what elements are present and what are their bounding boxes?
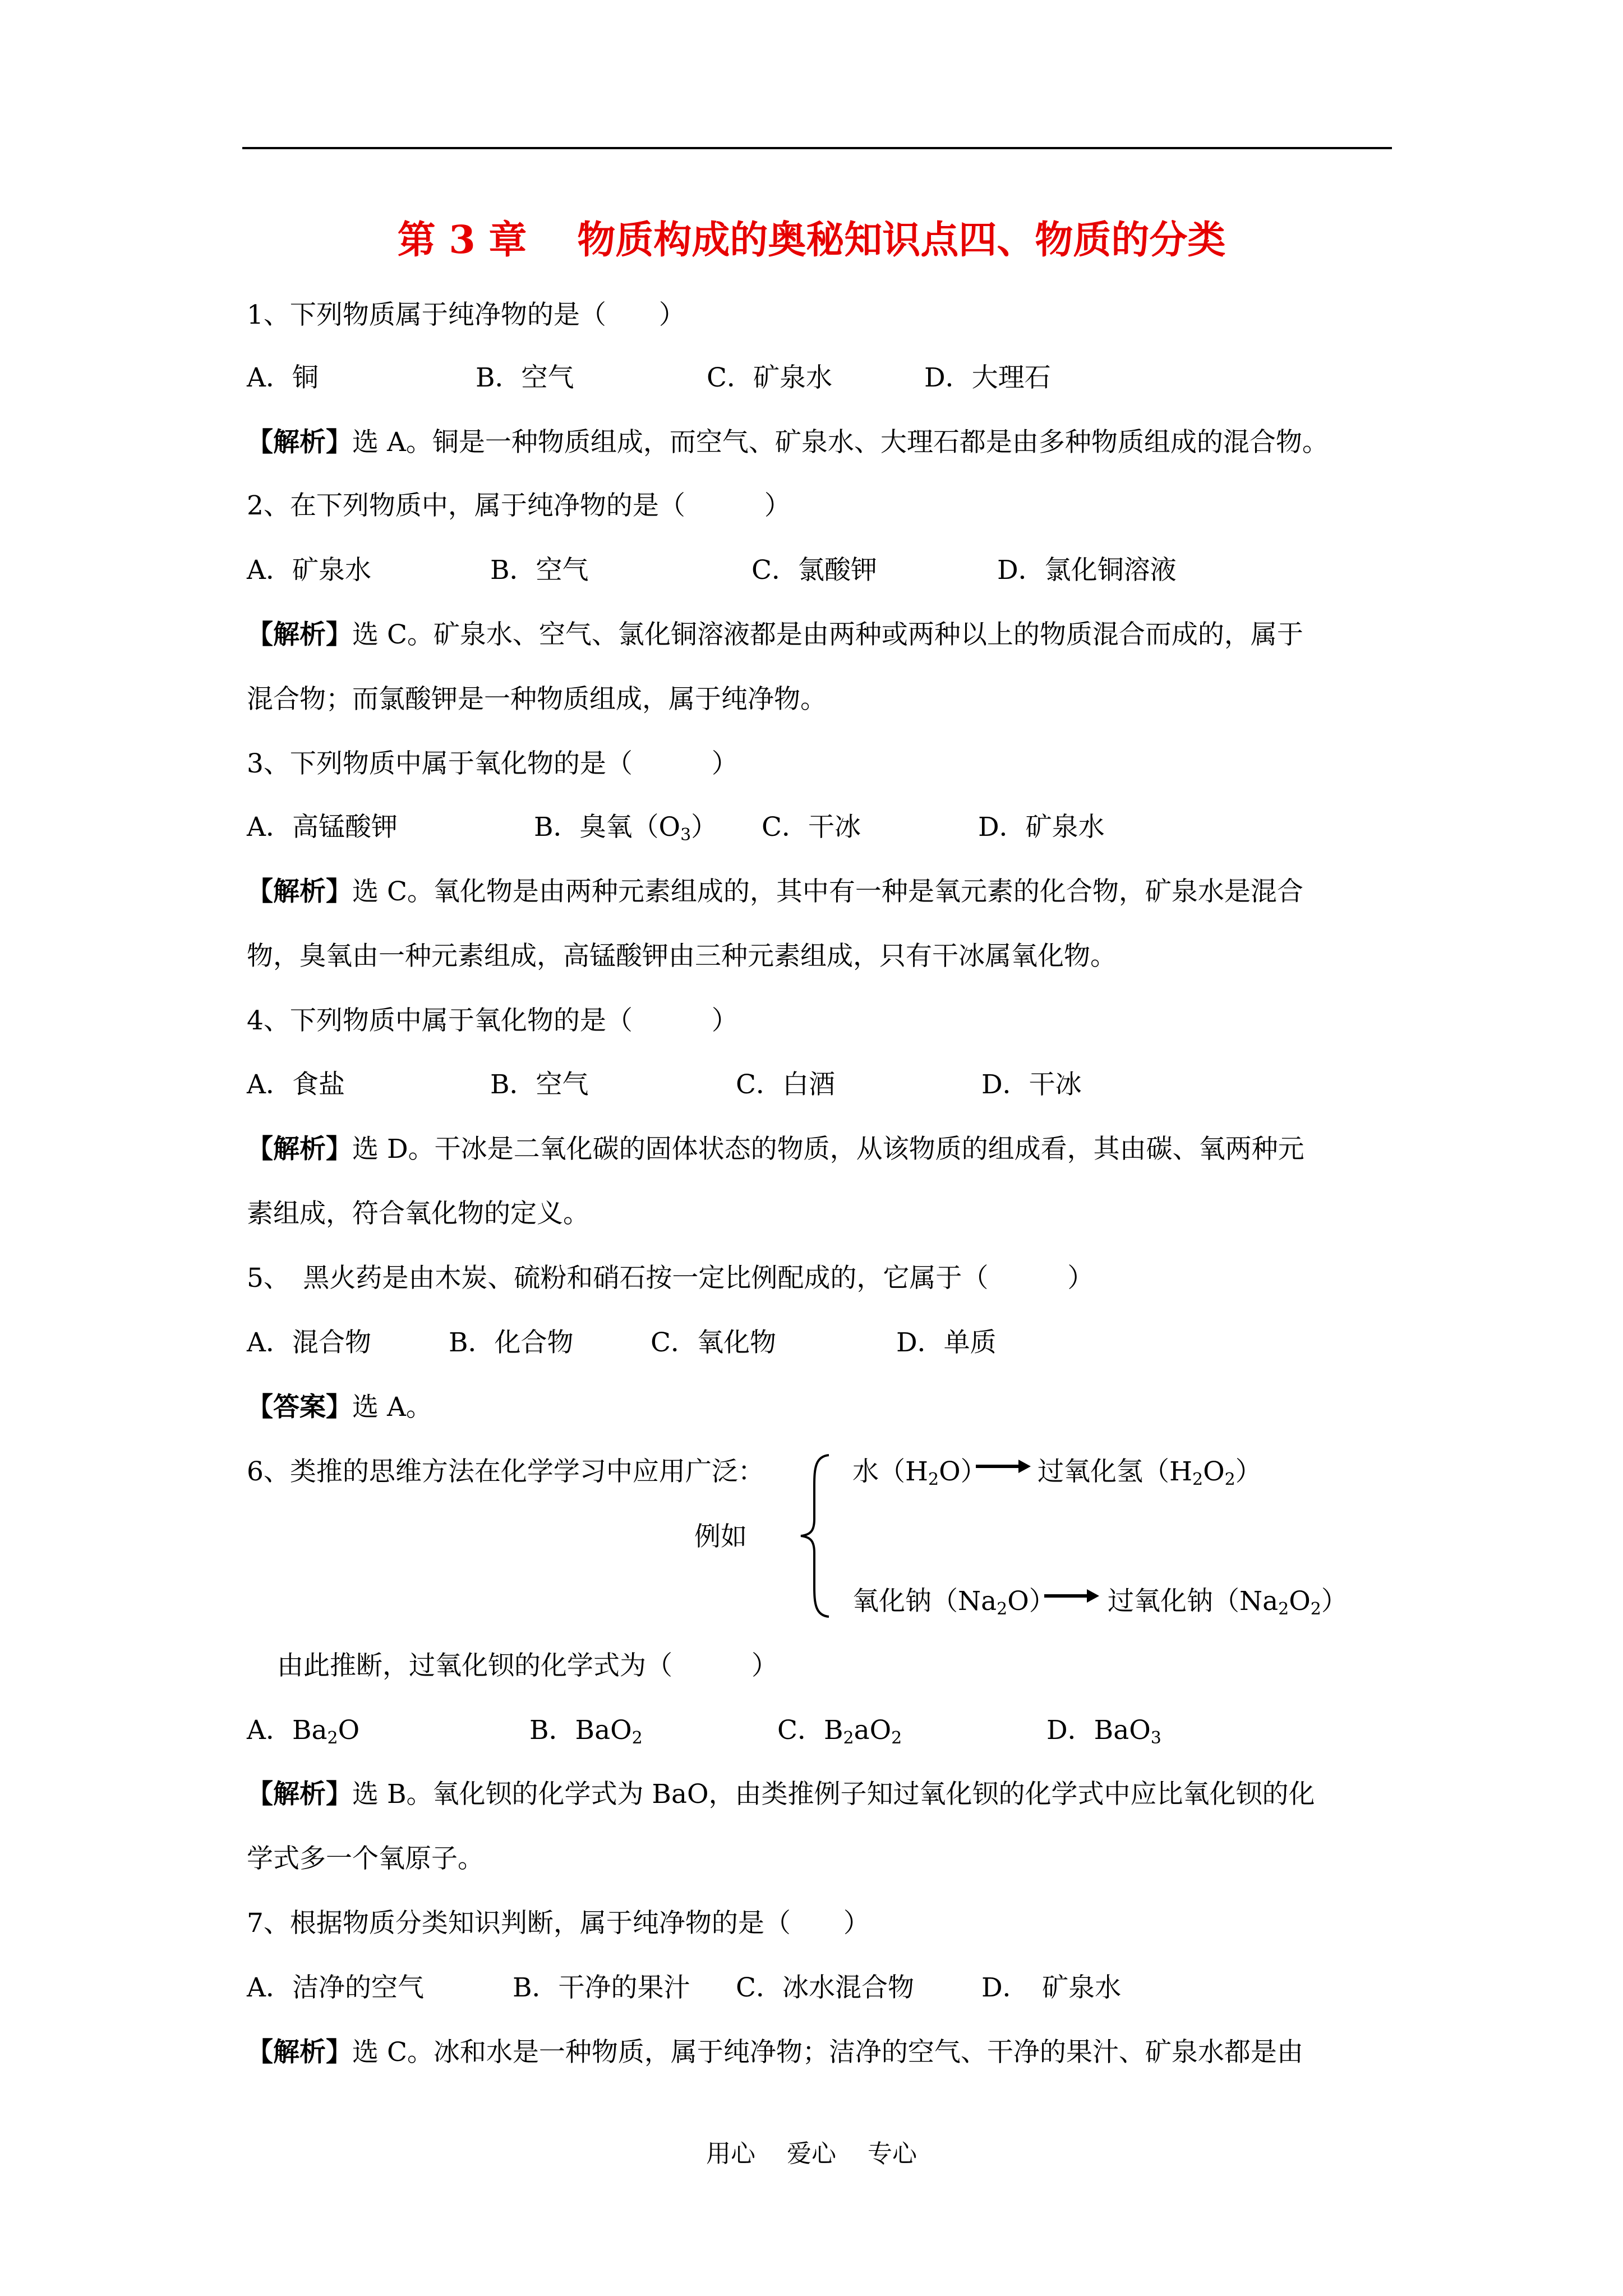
q5-option-b: B．化合物	[449, 1327, 574, 1358]
q6-option-c: C．$B_2aO_2$	[777, 1715, 902, 1748]
title-topic: 物质构成的奥秘知识点四、物质的分类	[577, 218, 1226, 263]
q3-analysis	[247, 874, 1303, 910]
q3-analysis-text-1: 选 C。氧化物是由两种元素组成的，其中有一种是氧元素的化合物，矿泉水是混合	[352, 876, 1303, 907]
q3-option-c: C．干冰	[762, 812, 861, 843]
q5-options	[247, 1325, 1396, 1361]
q3-analysis-text-2: 物，臭氧由一种元素组成，高锰酸钾由三种元素组成，只有干冰属氧化物。	[247, 941, 1117, 972]
page-title	[0, 212, 1623, 268]
q4-stem: 4、下列物质中属于氧化物的是（ ）	[247, 1005, 738, 1036]
q5-option-d: D．单质	[896, 1327, 997, 1358]
q6-stem2: 由此推断，过氧化钡的化学式为（ ）	[277, 1650, 778, 1681]
q5-answer	[247, 1389, 432, 1425]
page-footer	[0, 2137, 1623, 2171]
q2-analysis-label: 【解析】	[247, 619, 352, 650]
q6-example2-to: 过氧化钠$(Na_2O_2)$	[1108, 1586, 1348, 1619]
q7-analysis-text-1: 选 C。冰和水是一种物质，属于纯净物；洁净的空气、干净的果汁、矿泉水都是由	[352, 2037, 1303, 2068]
q7-option-a: A．洁净的空气	[247, 1972, 424, 2003]
q2-stem: 2、在下列物质中，属于纯净物的是（ ）	[247, 490, 791, 521]
q1-options	[247, 360, 1396, 396]
q4-option-c: C．白酒	[736, 1069, 835, 1100]
q7-analysis	[247, 2035, 1303, 2070]
q6-analysis-text-2: 学式多一个氧原子。	[247, 1843, 484, 1874]
q3-stem: 3、下列物质中属于氧化物的是（ ）	[247, 748, 738, 779]
q2-options	[247, 553, 1396, 588]
q2-analysis-text-1: 选 C。矿泉水、空气、氯化铜溶液都是由两种或两种以上的物质混合而成的，属于	[352, 619, 1303, 650]
footer-item-3: 专心	[868, 2139, 917, 2168]
q1-analysis-label: 【解析】	[247, 427, 352, 458]
q5-answer-text: 选 A。	[352, 1392, 432, 1423]
q5-option-a: A．混合物	[247, 1327, 371, 1358]
q7-stem: 7、根据物质分类知识判断，属于纯净物的是（ ）	[247, 1908, 870, 1939]
header-rule	[242, 147, 1392, 149]
q2-option-b: B．空气	[490, 555, 589, 586]
q6-arrow1-icon	[975, 1454, 1031, 1476]
q1-analysis-text: 选 A。铜是一种物质组成，而空气、矿泉水、大理石都是由多种物质组成的混合物。	[352, 427, 1329, 458]
q4-options	[247, 1067, 1396, 1103]
q7-option-d: D． 矿泉水	[981, 1972, 1122, 2003]
q6-example2-from: 氧化钠$(Na_2O)$	[852, 1586, 1055, 1619]
q1-option-d: D．大理石	[924, 362, 1051, 393]
q1-option-b: B．空气	[476, 362, 574, 393]
q6-example1-to: 过氧化氢$(H_2O_2)$	[1038, 1456, 1262, 1489]
q2-option-c: C．氯酸钾	[751, 555, 877, 586]
q7-option-c: C．冰水混合物	[736, 1972, 914, 2003]
q3-options	[247, 809, 1396, 845]
q6-stem: 6、类推的思维方法在化学学习中应用广泛：	[247, 1456, 764, 1487]
footer-item-2: 爱心	[787, 2139, 836, 2168]
title-chapter: 第 3 章	[397, 218, 527, 263]
q1-option-a: A．铜	[247, 362, 319, 393]
q6-analysis-text-1: 选 B。氧化钡的化学式为 BaO，由类推例子知过氧化钡的化学式中应比氧化钡的化	[352, 1779, 1315, 1810]
q2-option-d: D．氯化铜溶液	[997, 555, 1177, 586]
q3-option-a: A．高锰酸钾	[247, 812, 398, 843]
q4-option-d: D．干冰	[981, 1069, 1082, 1100]
q7-analysis-label: 【解析】	[247, 2037, 352, 2068]
q7-options	[247, 1970, 1396, 2006]
q4-analysis	[247, 1131, 1304, 1167]
q3-option-b: B．臭氧$(O_3)$	[534, 812, 718, 845]
q6-option-a: A．$Ba_2O$	[247, 1715, 360, 1748]
q2-analysis	[247, 617, 1303, 653]
q6-arrow2-icon	[1043, 1584, 1099, 1606]
q1-analysis	[247, 425, 1329, 461]
q5-option-c: C．氧化物	[651, 1327, 776, 1358]
q2-analysis-text-2: 混合物；而氯酸钾是一种物质组成，属于纯净物。	[247, 684, 827, 715]
q4-analysis-text-2: 素组成，符合氧化物的定义。	[247, 1198, 589, 1229]
q4-analysis-label: 【解析】	[247, 1134, 352, 1165]
q3-option-d: D．矿泉水	[978, 812, 1105, 843]
q6-options	[247, 1713, 1396, 1749]
q4-option-a: A．食盐	[247, 1069, 345, 1100]
q6-example1-from: 水$(H_2O)$	[852, 1456, 987, 1489]
q6-analysis	[247, 1777, 1315, 1812]
q1-stem: 1、下列物质属于纯净物的是（ ）	[247, 300, 685, 330]
q4-option-b: B．空气	[490, 1069, 589, 1100]
q7-option-b: B．干净的果汁	[513, 1972, 690, 2003]
q5-answer-label: 【答案】	[247, 1392, 352, 1423]
q2-option-a: A．矿泉水	[247, 555, 371, 586]
q6-example-label: 例如	[694, 1521, 747, 1552]
q6-option-d: D．BaO$_3$	[1046, 1715, 1161, 1748]
q1-option-c: C．矿泉水	[707, 362, 832, 393]
q6-brace-icon	[796, 1452, 836, 1620]
q6-option-b: B．BaO$_2$	[529, 1715, 643, 1748]
footer-item-1: 用心	[706, 2139, 755, 2168]
q3-analysis-label: 【解析】	[247, 876, 352, 907]
q6-analysis-label: 【解析】	[247, 1779, 352, 1810]
q4-analysis-text-1: 选 D。干冰是二氧化碳的固体状态的物质，从该物质的组成看，其由碳、氧两种元	[352, 1134, 1304, 1165]
q5-stem: 5、 黑火药是由木炭、硫粉和硝石按一定比例配成的，它属于（ ）	[247, 1263, 1094, 1294]
